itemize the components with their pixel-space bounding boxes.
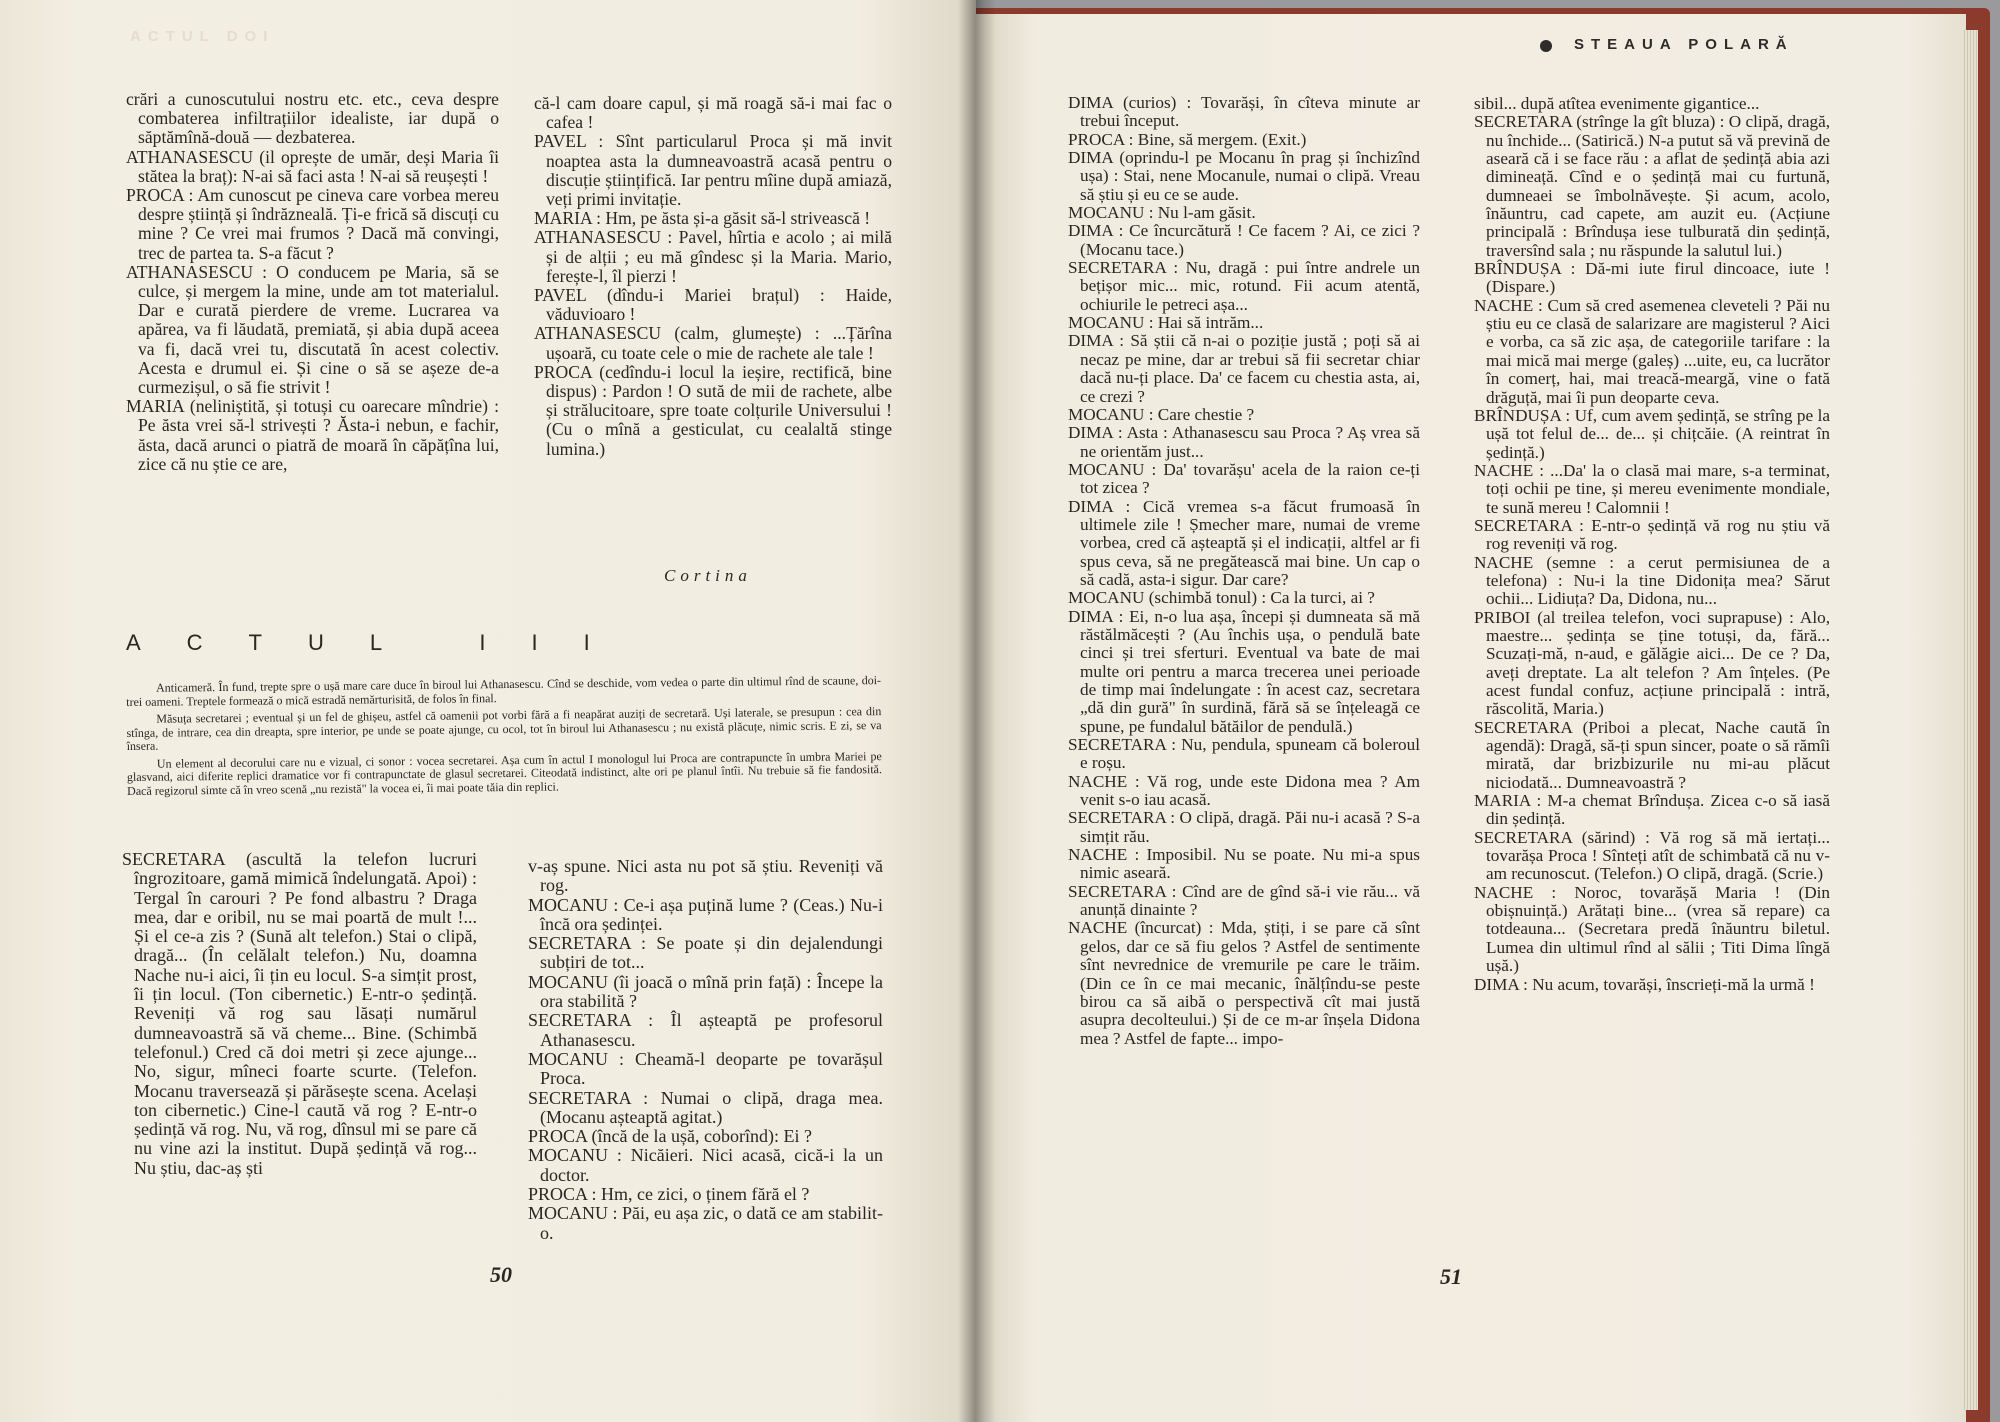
left-col2-top-paragraph: PROCA (cedîndu-i locul la ieșire, rectifică, bine dispus) : Pardon ! O sută de mii de rachete, albe și strălucitoare, spre toate colțurile Universului ! (Cu o mînă a gesticulat, cu cealaltă stinge lumina.) — [534, 361, 892, 459]
faint-running-head: ACTUL DOI — [130, 28, 275, 45]
left-col2-top-paragraph: MARIA : Hm, pe ăsta și-a găsit să-l strivească ! — [534, 208, 871, 229]
right-col1-paragraph: DIMA : Să știi că n-ai o poziție justă ; poți să ai necaz pe mine, dar ar trebui să fii secretar chiar dacă nu-ți place. Da' ce facem cu chestia asta, ai, ce crezi ? — [1068, 331, 1420, 406]
right-col1-paragraph: MOCANU : Care chestie ? — [1068, 404, 1255, 424]
right-col2-paragraph: NACHE (semne : a cerut permisiunea de a telefona) : Nu-i la tine Didonița mea? Sărut ochii... Lidiuța? Da, Didona, nu... — [1474, 552, 1830, 609]
right-col1-paragraph: NACHE : Imposibil. Nu se poate. Nu mi-a spus nimic aseară. — [1068, 845, 1420, 883]
stage-directions-paragraph: Măsuța secretarei ; eventual și un fel de ghișeu, astfel că oamenii pot vorbi fără a fi neapărat auziți de secretară. Uși laterale, se presupun : cea din stînga, de intrare, cea din dreapta, spre interior, pe unde se poate ajunge, cu ocol, tot în biroul lui Athanasescu ; nu există plăcuțe, nimic scris. E zi, se va însera. — [126, 704, 882, 753]
right-col2-paragraph: MARIA : M-a chemat Brîndușa. Zicea c-o să iasă din ședință. — [1474, 791, 1830, 829]
page-number-left: 50 — [490, 1262, 512, 1287]
right-col2-paragraph: SECRETARA (Priboi a plecat, Nache caută în agendă): Dragă, să-ți spun sincer, poate o să rămîi mirată, dar brizbizurile nu mi-au plăcut niciodată... Dumneavoastră ? — [1474, 717, 1830, 792]
act-title: ACTUL III — [126, 630, 636, 655]
right-col2-paragraph: SECRETARA (sărind) : Vă rog să mă iertați... tovarășa Proca ! Sînteți atît de schimbată că nu v-am recunoscut. (Telefon.) O clipă, dragă. (Scrie.) — [1474, 827, 1830, 884]
right-col2-paragraph: SECRETARA : E-ntr-o ședință vă rog nu știu vă rog reveniți vă rog. — [1474, 515, 1830, 554]
right-col1-paragraph: SECRETARA : O clipă, dragă. Păi nu-i acasă ? S-a simțit rău. — [1068, 808, 1420, 846]
right-col1-paragraph: MOCANU : Da' tovarășu' acela de la raion ce-ți tot zicea ? — [1068, 459, 1420, 498]
stage-directions-paragraph: Un element al decorului care nu e vizual, ci sonor : vocea secretarei. Așa cum în actul I monologul lui Proca are contrapuncte în umbra Mariei pe glasvand, aici diferite replici dramatice vor fi contrapunctate de glasul secretarei. Citeodată indistinct, alte ori pe planul întîi. Nu trebuie să fie fandosită. Dacă regizorul simte că în vreo scenă „nu rezistă" la vocea ei, îi mai poate tăia din replici. — [126, 748, 883, 798]
left-col2-bottom-paragraph: MOCANU : Nicăieri. Nici acasă, cică-i la un doctor. — [528, 1145, 883, 1185]
right-col1-paragraph: DIMA : Asta : Athanasescu sau Proca ? Aș vrea să ne orientăm just... — [1068, 423, 1420, 461]
right-col1-paragraph: NACHE (încurcat) : Mda, știți, i se pare că sînt gelos, dar ce să fiu gelos ? Astfel de sentimente sînt nevrednice de vremurile pe care le trăim. (Din ce în ce mai mecanic, înălțîndu-se peste birou ca să aibă o perspectivă cît mai justă asupra decolteului.) Și de ce m-ar înșela Didona mea ? Astfel de fapte... impo- — [1068, 918, 1420, 1048]
right-col1-paragraph: SECRETARA : Nu, dragă : pui între andrele un bețișor mic... mic, rotund. Fii acum atentă, ochiurile le petreci așa... — [1068, 258, 1420, 314]
left-col1-top-paragraph: crări a cunoscutului nostru etc. etc., ceva despre combaterea infiltrațiilor idealiste, iar după o săptămînă-două — dezbaterea. — [126, 89, 499, 148]
right-col1-paragraph: DIMA : Ce încurcătură ! Ce facem ? Ai, ce zici ? (Mocanu tace.) — [1068, 221, 1420, 259]
bullet-icon — [1540, 40, 1552, 52]
right-col1-paragraph: DIMA (oprindu-l pe Mocanu în prag și închizînd ușa) : Stai, nene Mocanule, numai o clipă. Vreau să știu și eu ce se aude. — [1068, 148, 1420, 204]
left-page — [0, 0, 976, 1422]
left-col2-bottom-paragraph: MOCANU : Cheamă-l deoparte pe tovarășul Proca. — [528, 1048, 883, 1089]
left-col2-bottom-paragraph: MOCANU (îi joacă o mînă prin față) : Începe la ora stabilită ? — [528, 971, 883, 1012]
left-col1-top-paragraph: PROCA : Am cunoscut pe cineva care vorbea mereu despre știință și îndrăzneală. Ți-e frică să discuți cu mine ? Ce vrei mai frumos ? Dacă mă convingi, trec de partea ta. S-a făcut ? — [126, 185, 500, 263]
left-col1-bottom-paragraph: SECRETARA (ascultă la telefon lucruri îngrozitoare, gamă mimică îndelungată. Apoi) : Tergal în carouri ? Pe fond albastru ? Draga mea, dar e oribil, nu se mai poartă de mult !... Și el ce-a zis ? (Sună alt telefon.) Stai o clipă, dragă... (În celălalt telefon.) Nu, doamna Nache nu-i aici, îi țin eu locul. S-a simțit prost, îi țin locul. (Ton cibernetic.) E-ntr-o ședință. Reveniți vă rog sau lăsați numărul dumneavoastră să vă cheme... Bine. (Schimbă telefonul.) Cred că doi metri și zece ajunge... No, sigur, mîneci foarte scurte. (Telefon. Mocanu traversează și părăsește scena. Același ton cibernetic.) Cine-l caută vă rog ? E-ntr-o ședință vă rog. Nu, vă rog, dînsul mi se pare că nu vine azi la institut. După ședință vă rog... Nu știu, dac-aș ști — [122, 849, 477, 1178]
right-col1-paragraph: SECRETARA : Cînd are de gînd să-i vie rău... vă anunță dinainte ? — [1068, 881, 1420, 920]
right-col2-paragraph: BRÎNDUȘA : Uf, cum avem ședință, se strîng pe la ușă tot felul de... de... și chițcăie. (A reintrat în ședință.) — [1474, 405, 1830, 462]
left-col2-top-paragraph: că-l cam doare capul, și mă roagă să-i mai fac o cafea ! — [534, 93, 892, 133]
left-col1-top-paragraph: ATHANASESCU : O conducem pe Maria, să se culce, și mergem la mine, unde am tot materialul. Dar e curată pierdere de vreme. Lucrarea va apărea, va fi lăudată, premiată, și abia după aceea va fi, dacă vrei tu, discutată în acest colectiv. Acesta e drumul ei. Și cine o să se așeze de-a curmezișul, o să fie strivit ! — [126, 261, 499, 398]
page-number-right: 51 — [1440, 1264, 1462, 1289]
left-col2-bottom-paragraph: v-aș spune. Nici asta nu pot să știu. Reveniți vă rog. — [528, 856, 883, 896]
left-col2-top-paragraph: ATHANASESCU : Pavel, hîrtia e acolo ; ai milă și de alții ; eu mă gîndesc și la Maria. Mario, ferește-l, îl pierzi ! — [534, 227, 892, 286]
left-col2-top-paragraph: PAVEL : Sînt particularul Proca și mă invit noaptea asta la dumneavoastră acasă pentru o discuție științifică. Iar pentru mîine după amiază, veți primi invitație. — [534, 131, 892, 210]
right-column-1 — [1068, 94, 1420, 1048]
cortina-label: Cortina — [664, 566, 752, 585]
right-col1-paragraph: SECRETARA : Nu, pendula, spuneam că boleroul e roșu. — [1068, 735, 1420, 773]
right-page — [976, 14, 1966, 1422]
right-col1-paragraph: PROCA : Bine, să mergem. (Exit.) — [1068, 129, 1307, 149]
right-col1-paragraph: NACHE : Vă rog, unde este Didona mea ? Am venit s-o iau acasă. — [1068, 771, 1420, 810]
left-col2-bottom-paragraph: SECRETARA : Îl așteaptă pe profesorul Athanasescu. — [528, 1010, 883, 1050]
right-col2-paragraph: NACHE : Noroc, tovarășă Maria ! (Din obișnuință.) Arătați bine... (vrea să repare) ca totdeauna... (Secretara predă înăuntru biletul. Lumea din ultimul rînd al sălii ; Titi Dima lîngă ușă.) — [1474, 882, 1830, 976]
left-col2-bottom-paragraph: PROCA : Hm, ce zici, o ținem fără el ? — [528, 1184, 810, 1205]
left-col2-top-paragraph: PAVEL (dîndu-i Mariei brațul) : Haide, văduvioaro ! — [534, 285, 892, 325]
left-column-2-bottom — [528, 857, 883, 1243]
left-column-1-top — [126, 90, 499, 474]
right-column-2 — [1474, 95, 1830, 994]
right-col1-paragraph: MOCANU : Nu l-am găsit. — [1068, 203, 1256, 223]
right-col2-paragraph: PRIBOI (al treilea telefon, voci suprapuse) : Alo, maestre... ședința se ține totuși, da, fără... Scuzați-mă, n-aud, e gălăgie aici... De ce ? Da, aveți dreptate. La alt telefon ? Am înțeles. (Pe acest fundal confuz, acțiune principală : intră, răscolită, Maria.) — [1474, 607, 1830, 719]
right-col1-paragraph: DIMA (curios) : Tovarăși, în cîteva minute ar trebui început. — [1068, 93, 1420, 131]
left-col2-bottom-paragraph: SECRETARA : Se poate și din dejalendungi subțiri de tot... — [528, 933, 883, 973]
right-col1-paragraph: DIMA : Cică vremea s-a făcut frumoasă în ultimele zile ! Șmecher mare, numai de vreme vorbea, cred că așteaptă și el indicații, altfel ar fi spus ceva, să ne pregătească mai bine. Un cap o să cadă, asta-i sigur. Dar care? — [1068, 496, 1420, 589]
left-col2-bottom-paragraph: MOCANU : Ce-i așa puțină lume ? (Ceas.) Nu-i încă ora ședinței. — [528, 894, 883, 934]
running-head: STEAUA POLARĂ — [1574, 36, 1794, 53]
right-col2-paragraph: sibil... după atîtea evenimente gigantice... — [1474, 94, 1760, 113]
left-col2-top-paragraph: ATHANASESCU (calm, glumește) : ...Țărîna ușoară, cu toate cele o mie de rachete ale tale ! — [534, 323, 892, 363]
right-col2-paragraph: DIMA : Nu acum, tovarăși, înscrieți-mă la urmă ! — [1474, 974, 1815, 994]
right-col1-paragraph: DIMA : Ei, n-o lua așa, începi și dumneata să mă răstălmăcești ? (Au închis ușa, o pendulă bate cinci și trei sferturi. Eventual va bate de mai multe ori pentru a marca trecerea unei perioade de timp mai îndelungate : în acest caz, secretara „dă din gură" în surdină, fără să se înțeleagă ce spune, pe fundalul bătăilor de pendulă.) — [1068, 606, 1420, 736]
page-edges — [1962, 30, 1978, 1410]
left-col2-bottom-paragraph: MOCANU : Păi, eu așa zic, o dată ce am stabilit-o. — [528, 1203, 883, 1243]
right-col2-paragraph: SECRETARA (strînge la gît bluza) : O clipă, dragă, nu închide... (Satirică.) N-a putut să vă prevină de aseară că i se face rău : a aflat de ședință abia azi dimineață. Cînd e o ședință mai cu furtună, dumneaei se îmbolnăvește. Și acum, acolo, înăuntru, cad capete, am auzit eu. (Acțiune principală : Brîndușa iese tulburată din ședință, traversînd sala ; nu răspunde la salutul lui.) — [1474, 112, 1830, 260]
left-column-2-top — [534, 94, 892, 459]
stage-directions-paragraph: Anticameră. În fund, trepte spre o ușă mare care duce în biroul lui Athanasescu. Cînd se deschide, vom vedea o parte din ultimul rînd de scaune, doi-trei oameni. Treptele formează o mică estradă nemărturisită, de folos în final. — [126, 673, 882, 709]
left-column-1-bottom — [122, 850, 477, 1178]
spine-shadow — [958, 0, 996, 1422]
right-col1-paragraph: MOCANU (schimbă tonul) : Ca la turci, ai ? — [1068, 588, 1375, 608]
right-col2-paragraph: NACHE : ...Da' la o clasă mai mare, s-a terminat, toți ochii pe tine, și mereu evenimente mondiale, te sună mereu ! Calomnii ! — [1474, 460, 1830, 517]
stage-directions — [126, 674, 882, 802]
left-col1-top-paragraph: ATHANASESCU (il oprește de umăr, deși Maria îi stătea la braț): N-ai să faci asta ! N-ai să reușești ! — [126, 146, 499, 186]
right-col2-paragraph: BRÎNDUȘA : Dă-mi iute firul dincoace, iute ! (Dispare.) — [1474, 259, 1830, 297]
right-col1-paragraph: MOCANU : Hai să intrăm... — [1068, 313, 1264, 333]
left-col2-bottom-paragraph: PROCA (încă de la ușă, coborînd): Ei ? — [528, 1126, 812, 1147]
left-col2-bottom-paragraph: SECRETARA : Numai o clipă, draga mea. (Mocanu așteaptă agitat.) — [528, 1087, 883, 1127]
left-col1-top-paragraph: MARIA (neliniștită, și totuși cu oarecare mîndrie) : Pe ăsta vrei să-l strivești ? Ăsta-i nebun, e fachir, ăsta, dacă arunci o piatră de moară în căpățîna lui, zice că nu știe ce are, — [126, 396, 499, 474]
right-col2-paragraph: NACHE : Cum să cred asemenea cleveteli ? Păi nu știu eu ce clasă de salarizare are magisterul ? Aici e vorba, ca să zic așa, de categoriile tarifare : la mai mică mai merge (galeș) ...uite, eu, ca lucrător în comerț, hai, mai treacă-meargă, vine o fată drăguță, mai îi pun deoparte ceva. — [1474, 295, 1830, 407]
